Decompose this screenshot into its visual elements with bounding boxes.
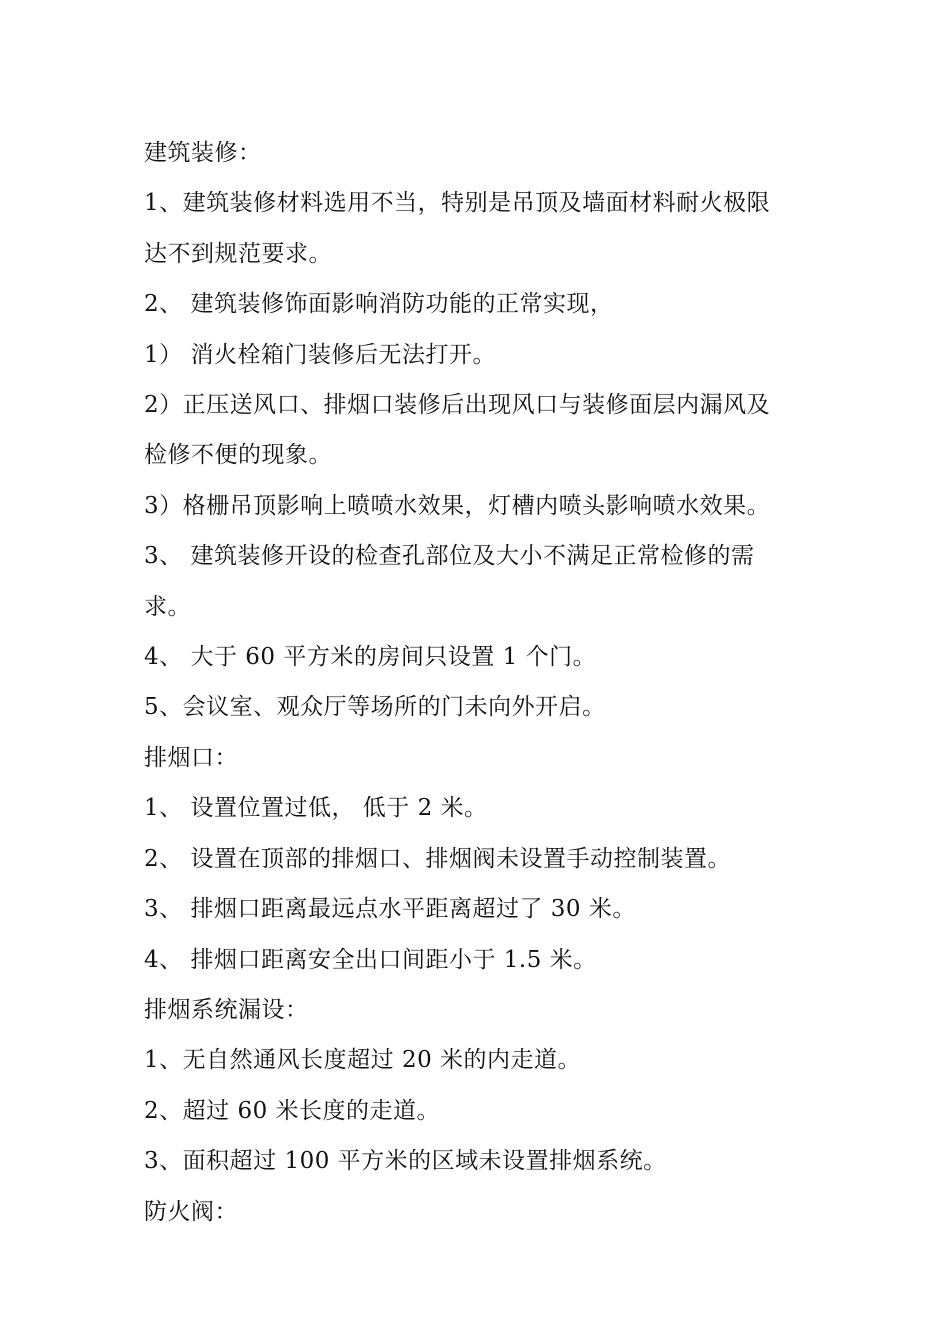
section-heading-smoke-system: 排烟系统漏设： xyxy=(144,996,309,1023)
section-heading-decoration: 建筑装修： xyxy=(144,140,262,166)
section-heading-fire-damper: 防火阀： xyxy=(144,1198,238,1225)
paragraph-line: 2、超过 60 米长度的走道。 xyxy=(144,1097,441,1124)
paragraph-line: 3、 建筑装修开设的检查孔部位及大小不满足正常检修的需 xyxy=(144,543,755,570)
paragraph-line: 检修不便的现象。 xyxy=(144,442,332,469)
paragraph-line: 1、无自然通风长度超过 20 米的内走道。 xyxy=(144,1047,582,1074)
paragraph-line: 1、 设置位置过低， 低于 2 米。 xyxy=(144,795,488,822)
paragraph-line: 3、 排烟口距离最远点水平距离超过了 30 米。 xyxy=(144,896,636,923)
paragraph-line: 达不到规范要求。 xyxy=(144,240,332,267)
paragraph-line: 2、 建筑装修饰面影响消防功能的正常实现， xyxy=(144,291,614,318)
document-body xyxy=(144,128,824,1237)
section-heading-smoke-outlet: 排烟口： xyxy=(144,744,238,771)
paragraph-line: 4、 大于 60 平方米的房间只设置 1 个门。 xyxy=(144,644,597,671)
paragraph-line: 2、 设置在顶部的排烟口、排烟阀未设置手动控制装置。 xyxy=(144,845,731,872)
paragraph-line: 4、 排烟口距离安全出口间距小于 1.5 米。 xyxy=(144,946,597,973)
paragraph-line: 3、面积超过 100 平方米的区域未设置排烟系统。 xyxy=(144,1148,667,1175)
paragraph-line: 5、会议室、观众厅等场所的门未向外开启。 xyxy=(144,694,606,721)
paragraph-line: 求。 xyxy=(144,593,191,620)
paragraph-line: 1、建筑装修材料选用不当，特别是吊顶及墙面材料耐火极限 xyxy=(144,190,771,217)
paragraph-line: 1） 消火栓箱门装修后无法打开。 xyxy=(144,341,496,368)
paragraph-line: 3）格栅吊顶影响上喷喷水效果，灯槽内喷头影响喷水效果。 xyxy=(144,492,771,519)
paragraph-line: 2）正压送风口、排烟口装修后出现风口与装修面层内漏风及 xyxy=(144,392,771,419)
